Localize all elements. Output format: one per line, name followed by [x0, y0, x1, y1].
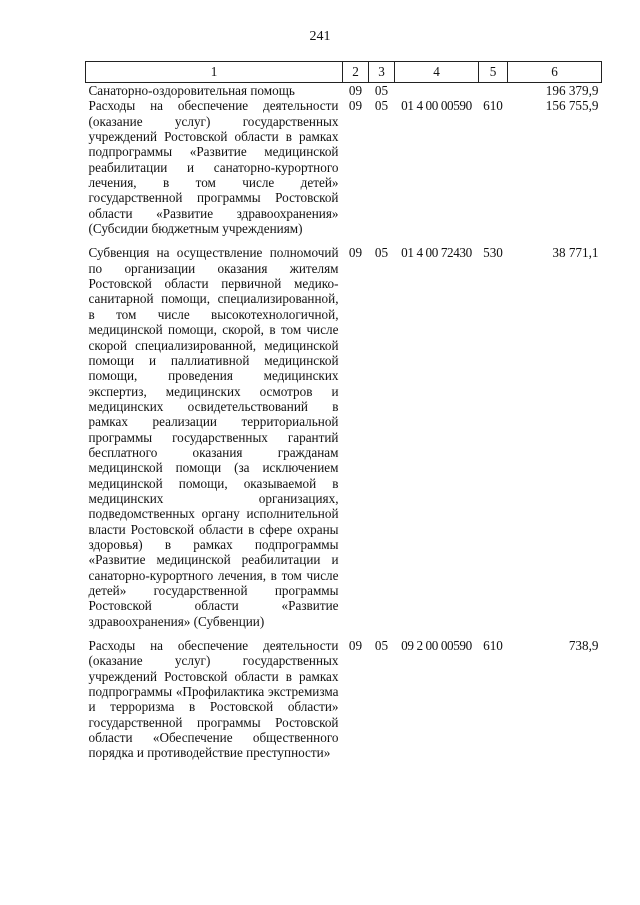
row-name: Расходы на обеспечение деятельности (оказание услуг) государственных учреждений Ростовской области в рамках подпрограммы «Профилактика экстремизма и терроризма в Ростовской области» государственной программы Ростовской области «Обеспечение общественного порядка и противодействие преступности» — [88, 638, 339, 761]
header-col-section: 2 — [343, 62, 369, 83]
row-expense-type — [479, 83, 508, 99]
row-target-code: 01 4 00 72430 — [401, 245, 472, 261]
row-section: 09 — [348, 83, 363, 98]
table-row — [86, 83, 602, 99]
header-col-expense-type: 5 — [479, 62, 508, 83]
header-col-target-code: 4 — [395, 62, 479, 83]
table-body — [86, 83, 602, 761]
row-subsection: 05 — [374, 638, 389, 654]
row-expense-type: 530 — [483, 245, 503, 261]
row-amount: 738,9 — [568, 638, 599, 654]
header-col-subsection: 3 — [369, 62, 395, 83]
row-subsection: 05 — [374, 83, 389, 98]
row-target-code: 01 4 00 00590 — [401, 98, 472, 114]
row-section: 09 — [348, 245, 363, 261]
header-col-name: 1 — [86, 62, 343, 83]
row-subsection: 05 — [374, 98, 389, 114]
row-target-code — [395, 83, 479, 99]
page-number: 241 — [309, 29, 331, 44]
row-amount: 38 771,1 — [552, 245, 599, 261]
row-amount: 156 755,9 — [545, 98, 599, 114]
row-expense-type: 610 — [483, 638, 503, 654]
row-name: Санаторно-оздоровительная помощь — [88, 83, 295, 98]
table-row — [86, 629, 602, 761]
table-row — [86, 98, 602, 236]
header-col-amount: 6 — [508, 62, 602, 83]
row-name: Расходы на обеспечение деятельности (оказание услуг) государственных учреждений Ростовской области в рамках подпрограммы «Развитие медицинской реабилитации и санаторно-курортного лечения, в том числе детей» государственной программы Ростовской области «Развитие здравоохранения» (Субсидии бюджетным учреждениям) — [88, 98, 339, 237]
row-name: Субвенция на осуществление полномочий по организации оказания жителям Ростовской области первичной медико-санитарной помощи, специализированной, в том числе высокотехнологичной, медицинской помощи, скорой, в том числе скорой специализированной, медицинской помощи и паллиативной медицинской помощи, проведения медицинских экспертиз, медицинских осмотров и медицинских освидетельствований в рамках реализации территориальной программы государственных гарантий бесплатного оказания гражданам медицинской помощи (за исключением медицинской помощи, оказываемой в медицинских организациях, подведомственных органу исполнительной власти Ростовской области в сфере охраны здоровья) в рамках подпрограммы «Развитие медицинской реабилитации и санаторно-курортного лечения, в том числе детей» государственной программы Ростовской области «Развитие здравоохранения» (Субвенции) — [88, 245, 339, 629]
row-section: 09 — [348, 98, 363, 114]
row-amount: 196 379,9 — [545, 83, 599, 98]
table-header — [86, 62, 602, 83]
header-row — [86, 62, 602, 83]
row-subsection: 05 — [374, 245, 389, 261]
row-section: 09 — [348, 638, 363, 654]
table-row — [86, 236, 602, 629]
row-target-code: 09 2 00 00590 — [401, 638, 472, 654]
row-expense-type: 610 — [483, 98, 503, 114]
budget-table — [85, 61, 602, 761]
